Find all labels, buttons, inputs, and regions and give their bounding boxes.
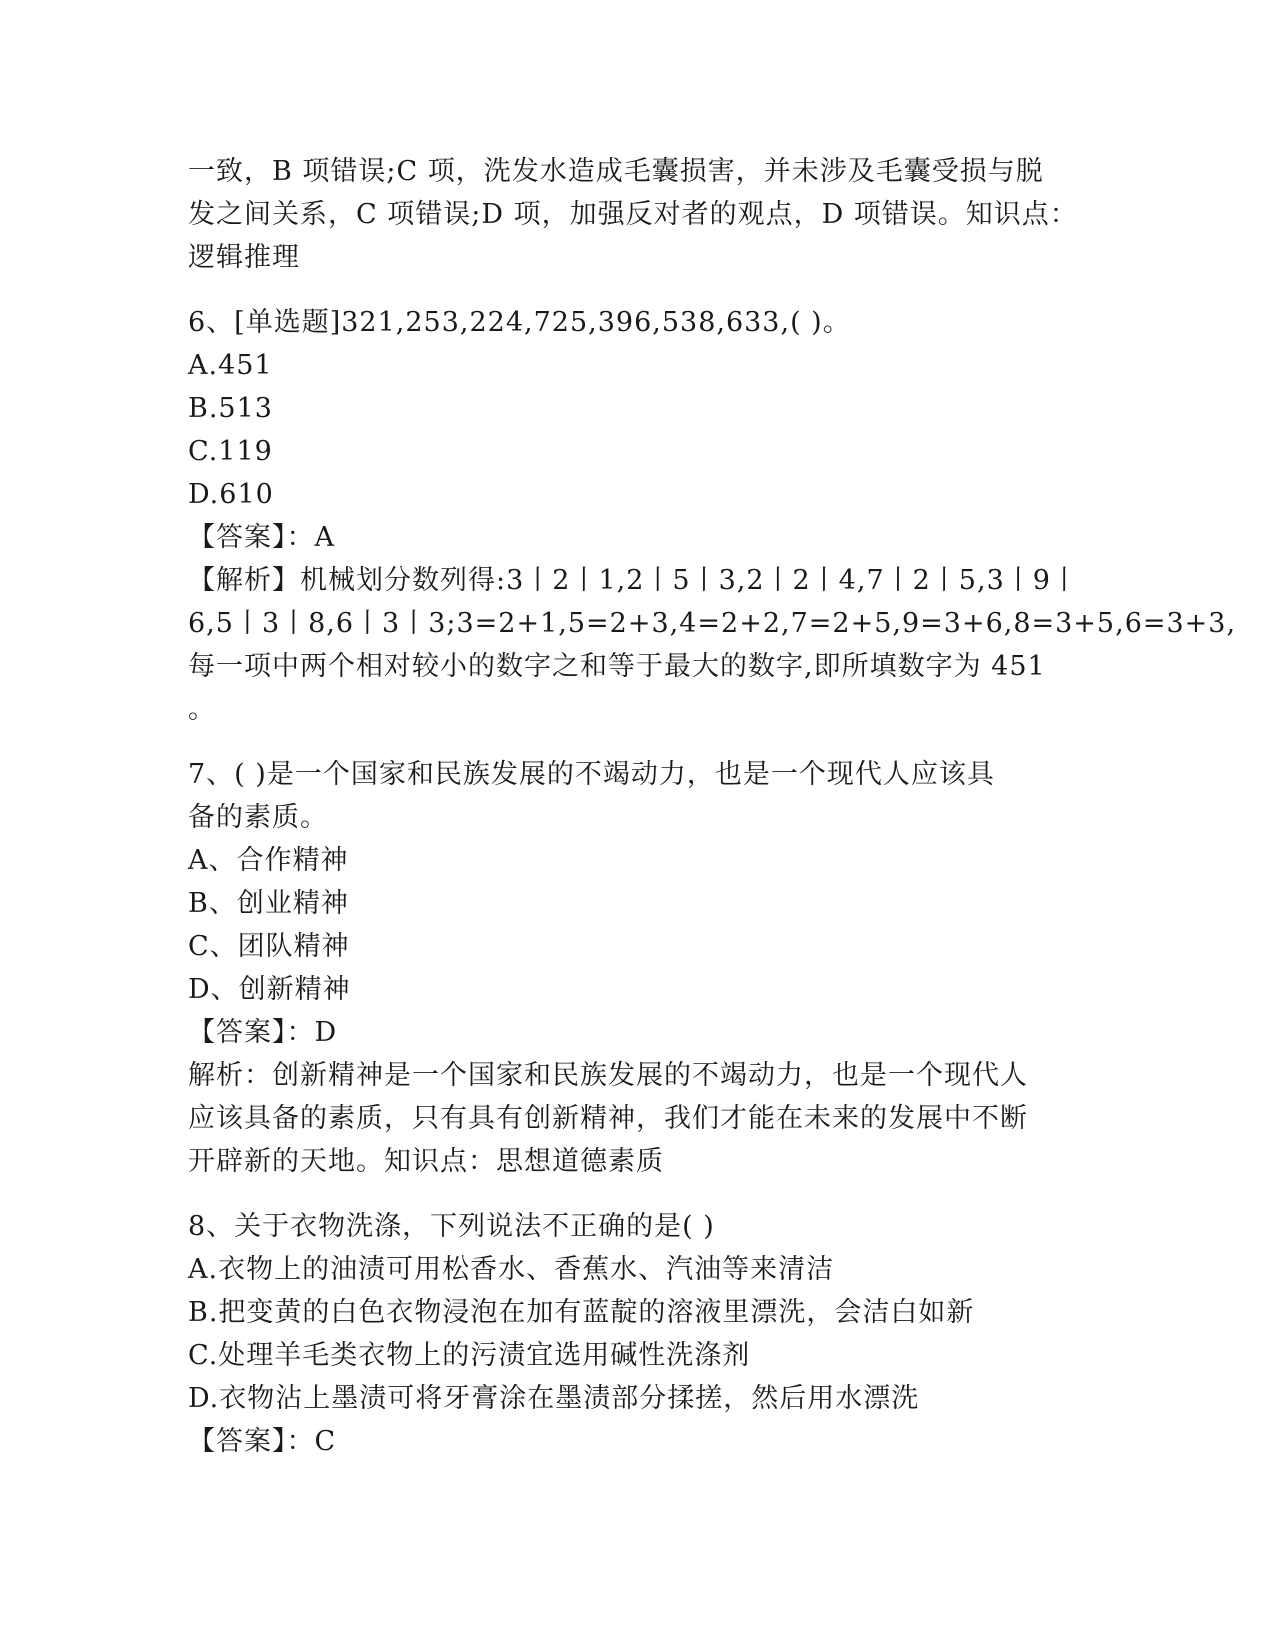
option-b: B.把变黄的白色衣物浸泡在加有蓝靛的溶液里漂洗，会洁白如新 <box>188 1297 975 1328</box>
explanation-line: 6,5丨3丨8,6丨3丨3;3=2+1,5=2+3,4=2+2,7=2+5,9=3+6,8=3+5,6=3+3, <box>188 608 1237 639</box>
option-b: B、创业精神 <box>188 888 349 919</box>
option-a: A.衣物上的油渍可用松香水、香蕉水、汽油等来清洁 <box>188 1254 835 1285</box>
explanation-line: 【解析】机械划分数列得:3丨2丨1,2丨5丨3,2丨2丨4,7丨2丨5,3丨9丨 <box>188 565 1079 596</box>
explanation-line: 应该具备的素质，只有具有创新精神，我们才能在未来的发展中不断 <box>188 1103 1028 1134</box>
option-c: C、团队精神 <box>188 931 350 962</box>
option-c: C.处理羊毛类衣物上的污渍宜选用碱性洗涤剂 <box>188 1340 751 1371</box>
explanation-line: 解析：创新精神是一个国家和民族发展的不竭动力，也是一个现代人 <box>188 1060 1028 1091</box>
document-page <box>188 150 1237 1463</box>
question-7 <box>188 753 1068 1183</box>
text-line: 发之间关系，C 项错误;D 项，加强反对者的观点，D 项错误。知识点： <box>188 199 1078 230</box>
option-d: D、创新精神 <box>188 974 351 1005</box>
answer-line: 【答案】：D <box>188 1017 338 1048</box>
explanation-line: 每一项中两个相对较小的数字之和等于最大的数字,即所填数字为 451 <box>188 651 1046 682</box>
text-line: 逻辑推理 <box>188 242 300 273</box>
answer-line: 【答案】：A <box>188 522 335 553</box>
answer-line: 【答案】：C <box>188 1426 337 1457</box>
option-a: A.451 <box>188 350 273 381</box>
question-6 <box>188 301 1237 731</box>
question-stem: 8、关于衣物洗涤，下列说法不正确的是( ) <box>188 1211 715 1242</box>
explanation-line: 。 <box>188 694 216 725</box>
question-stem: 备的素质。 <box>188 802 328 833</box>
text-line: 一致，B 项错误;C 项，洗发水造成毛囊损害，并未涉及毛囊受损与脱 <box>188 156 1044 187</box>
option-b: B.513 <box>188 393 273 424</box>
question-stem: 6、[单选题]321,253,224,725,396,538,633,( )。 <box>188 307 851 338</box>
explanation-line: 开辟新的天地。知识点：思想道德素质 <box>188 1146 664 1177</box>
option-c: C.119 <box>188 436 273 467</box>
option-d: D.610 <box>188 479 274 510</box>
option-a: A、合作精神 <box>188 845 349 876</box>
explanation-continuation <box>188 150 1078 279</box>
option-d: D.衣物沾上墨渍可将牙膏涂在墨渍部分揉搓，然后用水漂洗 <box>188 1383 920 1414</box>
question-stem: 7、( )是一个国家和民族发展的不竭动力，也是一个现代人应该具 <box>188 759 995 790</box>
question-8 <box>188 1205 1068 1463</box>
